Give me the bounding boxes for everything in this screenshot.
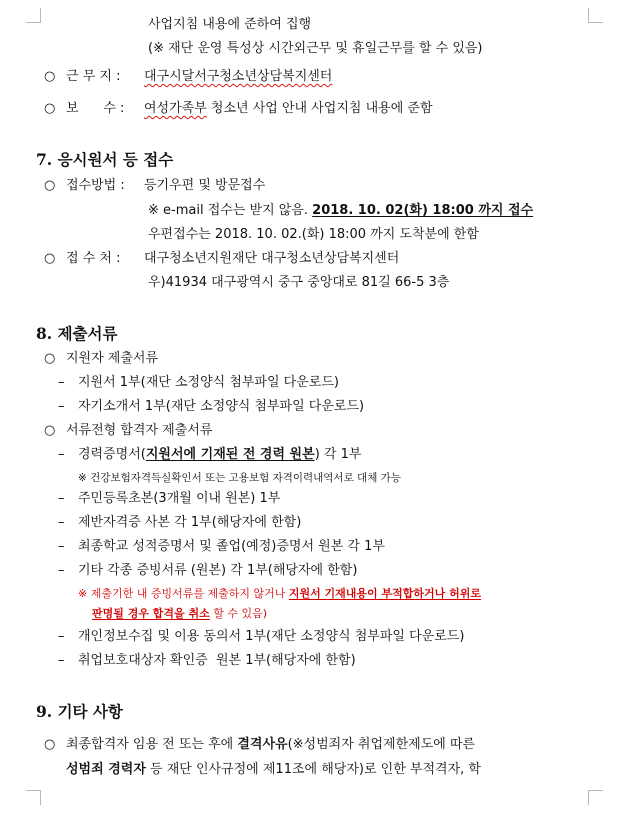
workplace-label: 근 무 지 : — [66, 69, 121, 84]
item-career-emphasis: 지원서에 기재된 전 경력 원본 — [145, 447, 315, 462]
email-note-text: ※ e-mail 접수는 받지 않음. — [148, 203, 309, 218]
item-veteran-certificate: 취업보호대상자 확인증 원본 1부(해당자에 한함) — [78, 653, 356, 668]
item-career-prefix: 경력증명서( — [78, 447, 146, 462]
list-item — [58, 398, 364, 416]
circle-bullet: ○ — [44, 69, 56, 84]
warning-emphasis: 지원서 기재내용이 부적합하거나 허위로 — [288, 587, 481, 600]
dest-address: 우)41934 대구광역시 중구 중앙대로 81길 66-5 3층 — [148, 275, 450, 290]
workplace-value: 대구시달서구청소년상담복지센터 — [144, 69, 333, 84]
list-item — [58, 514, 301, 532]
etc-text-line2: 등 재단 인사규정에 제11조에 해당자)로 인한 부적격자, 학 — [145, 762, 481, 777]
warning-emphasis-cancel: 판명될 경우 합격을 취소 — [92, 607, 210, 620]
section-7-heading: 7. 응시원서 등 접수 — [36, 150, 174, 169]
warning-suffix: 할 수 있음) — [209, 607, 268, 620]
dash-bullet: – — [58, 563, 65, 578]
list-item — [58, 628, 464, 646]
dash-bullet: – — [58, 399, 65, 414]
etc-text-cont: (※성범죄자 취업제한제도에 따른 — [287, 737, 476, 752]
page-corner-mark — [26, 790, 41, 805]
circle-bullet: ○ — [44, 351, 56, 366]
method-value: 등기우편 및 방문접수 — [144, 178, 266, 193]
etc-line2 — [66, 761, 481, 779]
dash-bullet: – — [58, 447, 65, 462]
list-item — [58, 652, 356, 670]
pay-value: 청소년 사업 안내 사업지침 내용에 준함 — [206, 101, 433, 116]
page-corner-mark — [26, 8, 41, 23]
item-privacy-consent: 개인정보수집 및 이용 동의서 1부(재단 소정양식 첨부파일 다운로드) — [78, 629, 465, 644]
item-other-proofs: 기타 각종 증빙서류 (원본) 각 1부(해당자에 한함) — [78, 563, 358, 578]
list-item — [58, 538, 385, 556]
career-note: ※ 건강보험자격득실확인서 또는 고용보험 자격이력내역서로 대체 가능 — [78, 472, 401, 484]
dest-row — [44, 250, 399, 268]
post-note: 우편접수는 2018. 10. 02.(화) 18:00 까지 도착분에 한함 — [148, 227, 479, 242]
dest-value: 대구청소년지원재단 대구청소년상담복지센터 — [144, 251, 400, 266]
method-label: 접수방법 : — [66, 178, 125, 193]
dash-bullet: – — [58, 653, 65, 668]
list-item — [58, 490, 280, 508]
item-licenses: 제반자격증 사본 각 1부(해당자에 한함) — [78, 515, 302, 530]
applicant-docs-label: 지원자 제출서류 — [66, 351, 159, 366]
list-item — [58, 562, 357, 580]
duty-continuation: 사업지침 내용에 준하여 집행 — [148, 17, 312, 32]
circle-bullet: ○ — [44, 178, 56, 193]
page-corner-mark — [588, 790, 603, 805]
pay-row — [44, 100, 433, 118]
deadline-text: 2018. 10. 02(화) 18:00 까지 접수 — [312, 203, 534, 218]
workplace-row — [44, 68, 332, 86]
circle-bullet: ○ — [44, 101, 56, 116]
section-8-heading: 8. 제출서류 — [36, 324, 118, 343]
dash-bullet: – — [58, 539, 65, 554]
section-9-heading: 9. 기타 사항 — [36, 702, 123, 721]
etc-text: 최종합격자 임용 전 또는 후에 — [66, 737, 238, 752]
list-item — [58, 374, 339, 392]
item-self-intro: 자기소개서 1부(재단 소정양식 첨부파일 다운로드) — [78, 399, 365, 414]
pay-value-ministry: 여성가족부 — [144, 101, 207, 116]
duty-note: (※ 재단 운영 특성상 시간외근무 및 휴일근무를 할 수 있음) — [148, 41, 483, 56]
email-note — [148, 202, 533, 220]
pass-docs-row — [44, 422, 212, 440]
dash-bullet: – — [58, 515, 65, 530]
etc-line1 — [44, 736, 475, 754]
dest-label: 접 수 처 : — [66, 251, 121, 266]
etc-emphasis-offender: 성범죄 경력자 — [66, 762, 146, 777]
warning-note-line1 — [78, 585, 481, 603]
item-application-form: 지원서 1부(재단 소정양식 첨부파일 다운로드) — [78, 375, 339, 390]
dash-bullet: – — [58, 629, 65, 644]
etc-emphasis-disqualification: 결격사유 — [237, 737, 288, 752]
circle-bullet: ○ — [44, 251, 56, 266]
pay-label: 보 수 : — [66, 101, 125, 116]
circle-bullet: ○ — [44, 737, 56, 752]
warning-note-line2 — [92, 605, 267, 623]
item-school-records: 최종학교 성적증명서 및 졸업(예정)증명서 원본 각 1부 — [78, 539, 385, 554]
pass-docs-label: 서류전형 합격자 제출서류 — [66, 423, 213, 438]
dash-bullet: – — [58, 491, 65, 506]
method-row — [44, 177, 265, 195]
item-resident-record: 주민등록초본(3개월 이내 원본) 1부 — [78, 491, 281, 506]
warning-text: ※ 제출기한 내 증빙서류를 제출하지 않거나 — [78, 587, 289, 600]
dash-bullet: – — [58, 375, 65, 390]
circle-bullet: ○ — [44, 423, 56, 438]
applicant-docs-row — [44, 350, 158, 368]
item-career-suffix: ) 각 1부 — [314, 447, 362, 462]
page-corner-mark — [588, 8, 603, 23]
list-item — [58, 446, 361, 464]
